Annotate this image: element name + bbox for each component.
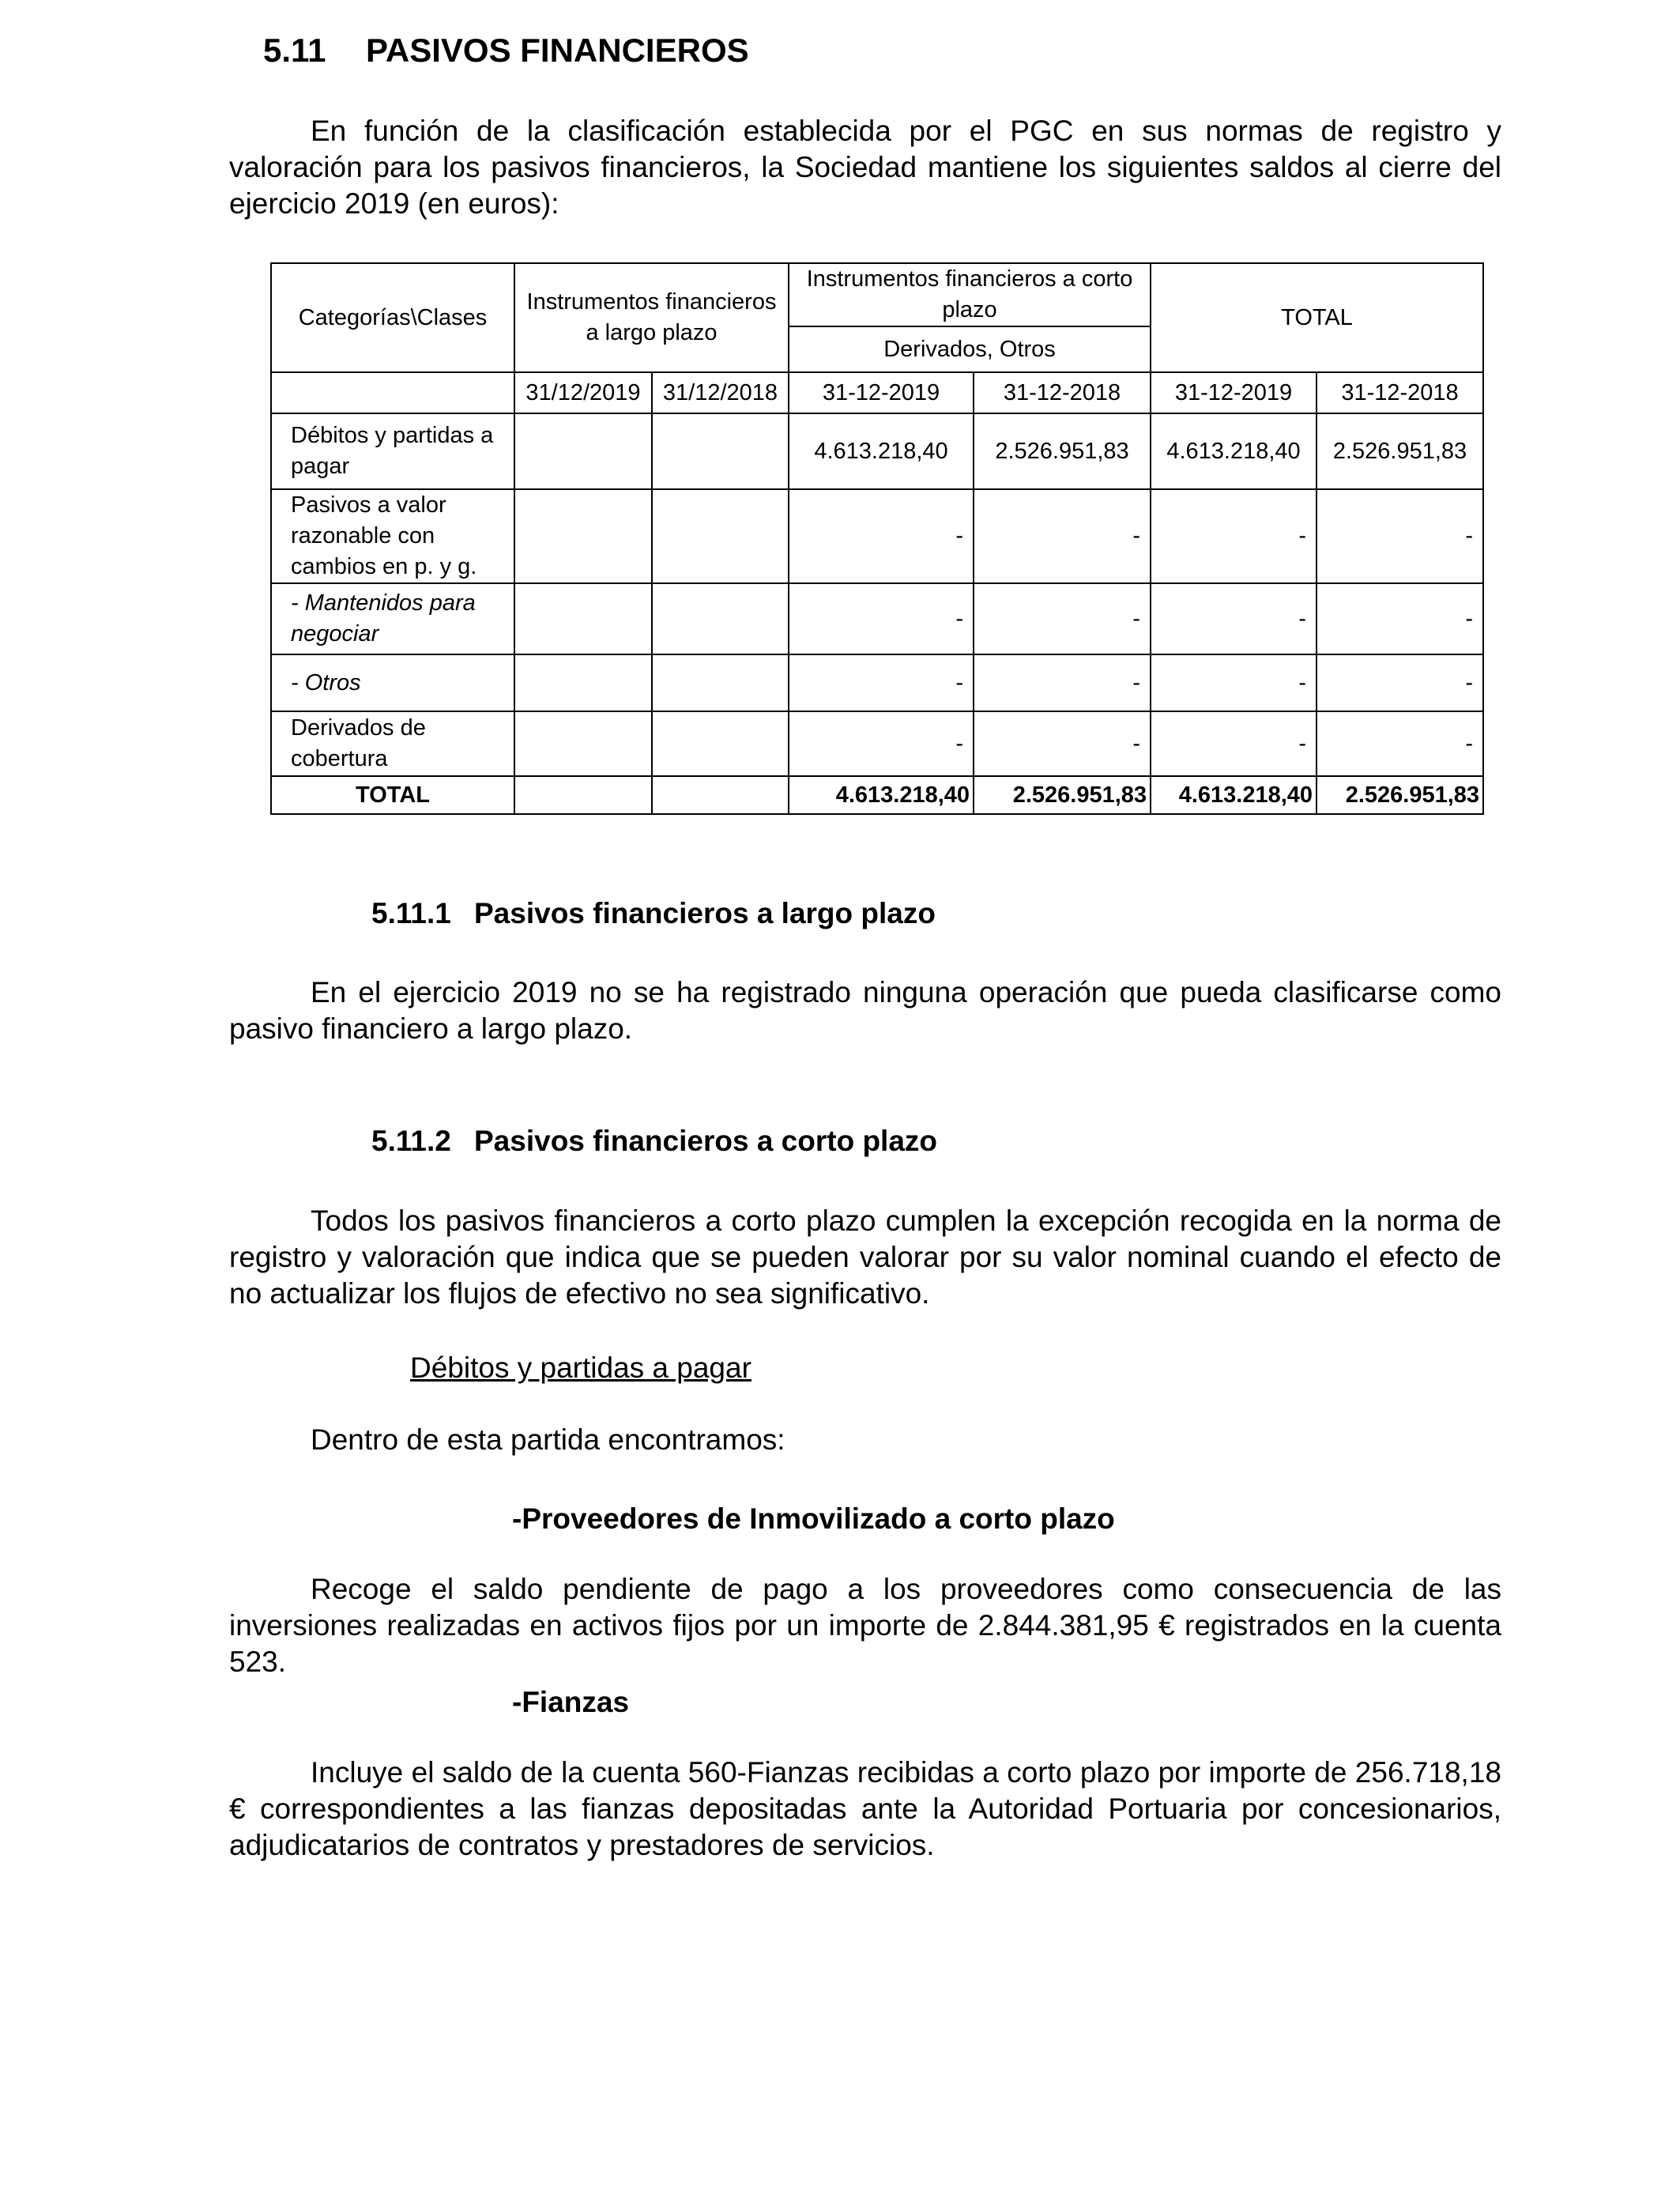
value-cell: - bbox=[1151, 711, 1317, 776]
date-cell: 31-12-2018 bbox=[1317, 372, 1483, 413]
item2-paragraph bbox=[229, 1755, 1501, 1864]
item2-title: -Fianzas bbox=[512, 1686, 630, 1718]
value-cell: - bbox=[789, 583, 974, 654]
header-long-term: Instrumentos financieros a largo plazo bbox=[514, 263, 789, 372]
header-short-term: Instrumentos financieros a corto plazo bbox=[789, 263, 1151, 326]
intro-paragraph bbox=[229, 113, 1501, 222]
empty-cell bbox=[514, 489, 652, 583]
header-total: TOTAL bbox=[1151, 263, 1483, 372]
empty-cell bbox=[652, 776, 789, 814]
value-cell: - bbox=[974, 654, 1151, 711]
table-total-row bbox=[271, 776, 1483, 814]
value-cell: - bbox=[1151, 489, 1317, 583]
table-row bbox=[271, 711, 1483, 776]
section-heading bbox=[263, 32, 749, 70]
empty-cell bbox=[514, 654, 652, 711]
value-cell: - bbox=[1151, 583, 1317, 654]
total-cell: 4.613.218,40 bbox=[789, 776, 974, 814]
table-row bbox=[271, 413, 1483, 489]
subsection-number: 5.11.1 bbox=[371, 897, 451, 929]
item1-title: -Proveedores de Inmovilizado a corto plazo bbox=[512, 1502, 1115, 1535]
header-short-term-sub: Derivados, Otros bbox=[789, 326, 1151, 372]
empty-cell bbox=[514, 776, 652, 814]
intro-text: En función de la clasificación establecida por el PGC en sus normas de registro y valoración para los pasivos financieros, la Sociedad mantiene los siguientes saldos al cierre del ejercicio 2019 (en euros): bbox=[229, 115, 1501, 220]
value-cell: 4.613.218,40 bbox=[1151, 413, 1317, 489]
value-cell: - bbox=[974, 489, 1151, 583]
empty-cell bbox=[514, 711, 652, 776]
date-cell: 31-12-2019 bbox=[789, 372, 974, 413]
table-header-row bbox=[271, 263, 1483, 326]
subsection-title: Pasivos financieros a largo plazo bbox=[474, 897, 936, 929]
empty-cell bbox=[652, 583, 789, 654]
value-cell: - bbox=[974, 583, 1151, 654]
table-dates-row bbox=[271, 372, 1483, 413]
subsection-title: Pasivos financieros a corto plazo bbox=[474, 1125, 938, 1157]
value-cell: - bbox=[789, 654, 974, 711]
underlined-subheading: Débitos y partidas a pagar bbox=[410, 1351, 751, 1384]
row-label: Pasivos a valor razonable con cambios en p. y g. bbox=[271, 489, 514, 583]
date-cell: 31/12/2019 bbox=[514, 372, 652, 413]
long-term-paragraph bbox=[229, 974, 1501, 1047]
total-cell: 2.526.951,83 bbox=[1317, 776, 1483, 814]
value-cell: - bbox=[1317, 654, 1483, 711]
date-cell: 31/12/2018 bbox=[652, 372, 789, 413]
total-cell: 4.613.218,40 bbox=[1151, 776, 1317, 814]
section-title: PASIVOS FINANCIEROS bbox=[366, 32, 749, 69]
value-cell: 2.526.951,83 bbox=[1317, 413, 1483, 489]
section-number: 5.11 bbox=[263, 32, 326, 69]
date-cell: 31-12-2019 bbox=[1151, 372, 1317, 413]
empty-cell bbox=[652, 489, 789, 583]
value-cell: - bbox=[1317, 711, 1483, 776]
row-label: - Mantenidos para negociar bbox=[271, 583, 514, 654]
value-cell: - bbox=[1151, 654, 1317, 711]
empty-cell bbox=[652, 711, 789, 776]
value-cell: - bbox=[789, 489, 974, 583]
item1-text: Recoge el saldo pendiente de pago a los proveedores como consecuencia de las inversiones realizadas en activos fijos por un importe de 2.844.381,95 € registrados en la cuenta 523. bbox=[229, 1573, 1501, 1678]
long-term-text: En el ejercicio 2019 no se ha registrado ninguna operación que pueda clasificarse como pasivo financiero a largo plazo. bbox=[229, 976, 1501, 1045]
item1-paragraph bbox=[229, 1571, 1501, 1680]
table-row bbox=[271, 583, 1483, 654]
subsection-number: 5.11.2 bbox=[371, 1125, 451, 1157]
total-label: TOTAL bbox=[271, 776, 514, 814]
value-cell: 4.613.218,40 bbox=[789, 413, 974, 489]
row-label: Derivados de cobertura bbox=[271, 711, 514, 776]
row-label: Débitos y partidas a pagar bbox=[271, 413, 514, 489]
header-categories: Categorías\Clases bbox=[271, 263, 514, 372]
item2-text: Incluye el saldo de la cuenta 560-Fianzas recibidas a corto plazo por importe de 256.718,18 € correspondientes a las fianzas depositadas ante la Autoridad Portuaria por concesionarios, adjudicatarios de contratos y prestadores de servicios. bbox=[229, 1756, 1501, 1861]
value-cell: - bbox=[789, 711, 974, 776]
value-cell: - bbox=[974, 711, 1151, 776]
short-term-paragraph bbox=[229, 1203, 1501, 1312]
table-row bbox=[271, 654, 1483, 711]
empty-cell bbox=[652, 654, 789, 711]
subsection-heading-short-term bbox=[371, 1125, 937, 1158]
value-cell: - bbox=[1317, 489, 1483, 583]
empty-cell bbox=[652, 413, 789, 489]
empty-cell bbox=[514, 413, 652, 489]
within-text: Dentro de esta partida encontramos: bbox=[311, 1423, 785, 1456]
value-cell: 2.526.951,83 bbox=[974, 413, 1151, 489]
date-cell: 31-12-2018 bbox=[974, 372, 1151, 413]
empty-cell bbox=[514, 583, 652, 654]
total-cell: 2.526.951,83 bbox=[974, 776, 1151, 814]
subsection-heading-long-term bbox=[371, 897, 936, 930]
financial-liabilities-table bbox=[270, 262, 1484, 815]
table-row bbox=[271, 489, 1483, 583]
value-cell: - bbox=[1317, 583, 1483, 654]
short-term-text: Todos los pasivos financieros a corto plazo cumplen la excepción recogida en la norma de registro y valoración que indica que se pueden valorar por su valor nominal cuando el efecto de no actualizar los flujos de efectivo no sea significativo. bbox=[229, 1204, 1501, 1310]
row-label: - Otros bbox=[271, 654, 514, 711]
dates-empty-cell bbox=[271, 372, 514, 413]
